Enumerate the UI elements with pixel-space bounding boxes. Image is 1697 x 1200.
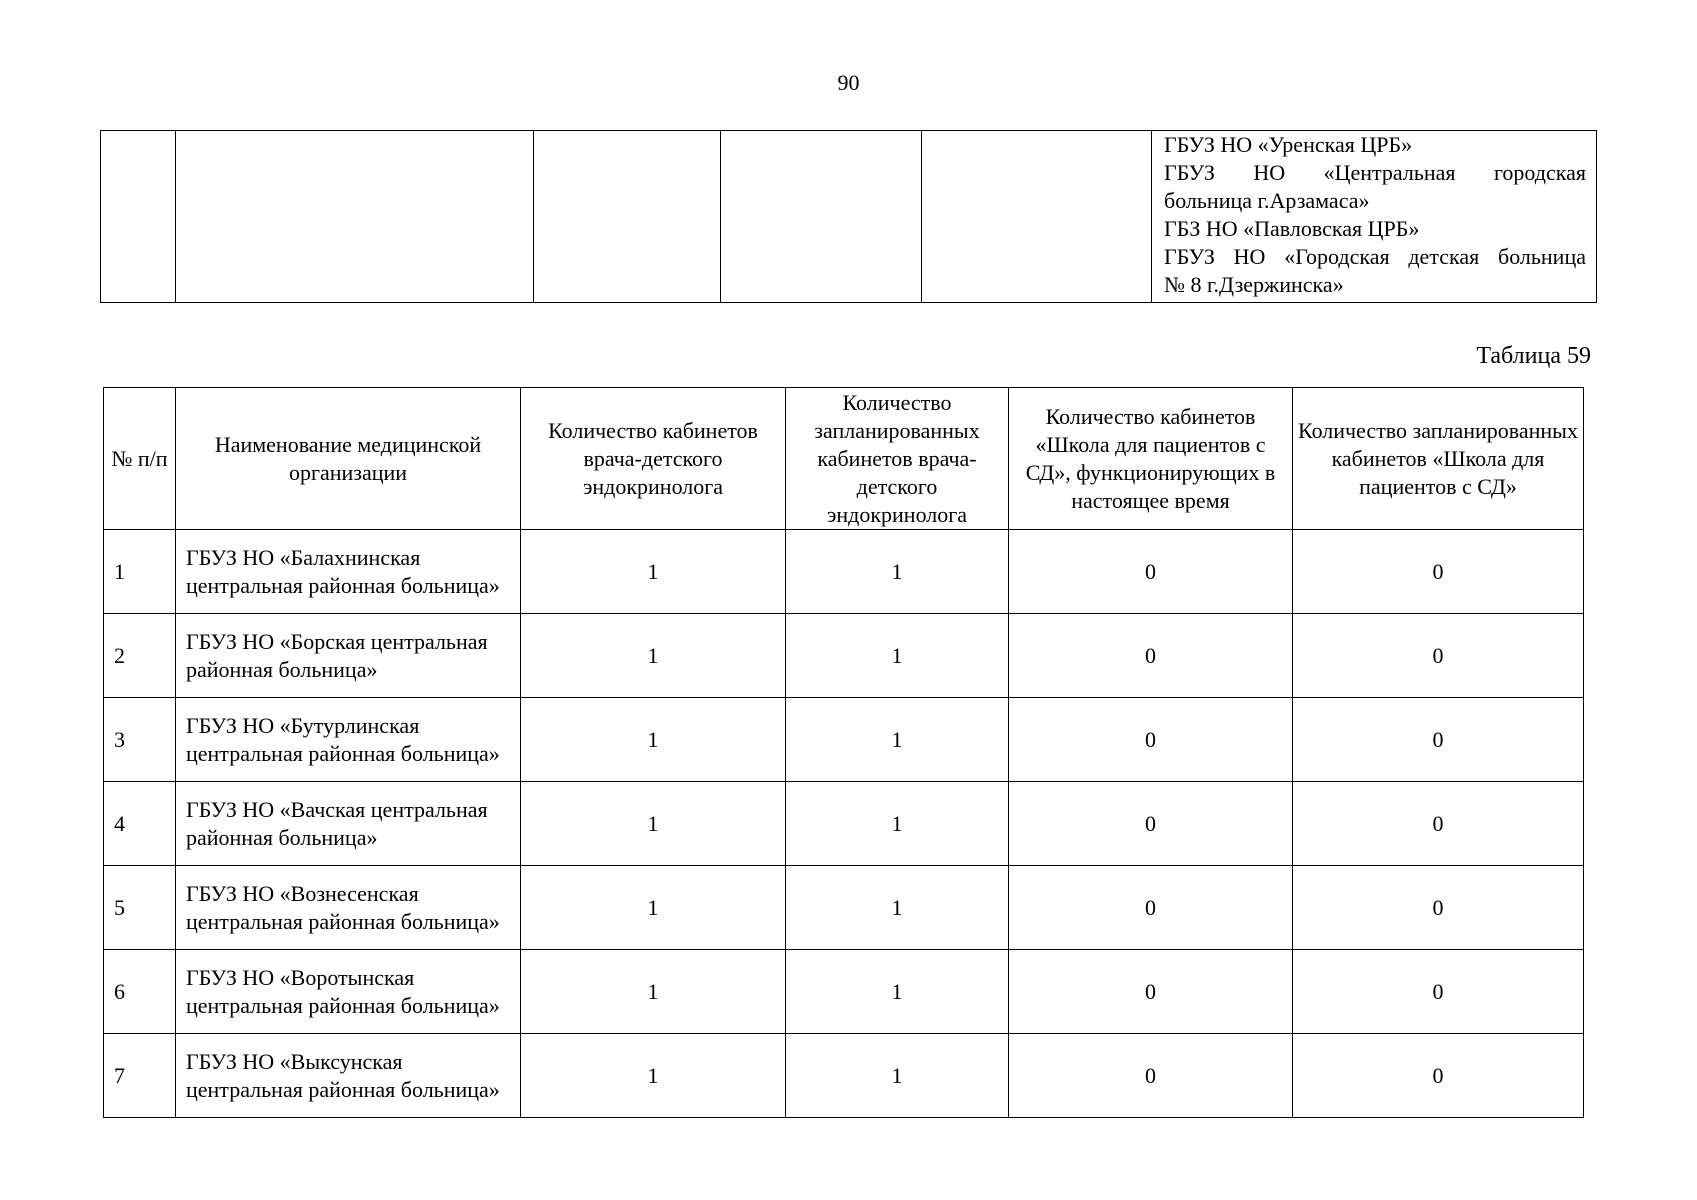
table-row	[104, 782, 1584, 866]
planned-endocrinologist-offices-value: 1	[786, 782, 1009, 866]
table-row	[104, 950, 1584, 1034]
diabetes-school-offices-value: 0	[1009, 866, 1293, 950]
planned-diabetes-school-offices-value: 0	[1293, 866, 1584, 950]
org-line: ГБУЗ НО «Уренская ЦРБ»	[1164, 132, 1413, 157]
planned-endocrinologist-offices-value: 1	[786, 530, 1009, 614]
diabetes-school-offices-value: 0	[1009, 1034, 1293, 1118]
planned-endocrinologist-offices-value: 1	[786, 950, 1009, 1034]
planned-endocrinologist-offices-value: 1	[786, 1034, 1009, 1118]
org-line: ГБУЗ НО «Центральная городская	[1164, 160, 1586, 185]
endocrinologist-offices-value: 1	[521, 950, 786, 1034]
empty-cell	[176, 131, 534, 303]
organization-name: ГБУЗ НО «Борская центральная районная больница»	[176, 614, 521, 698]
header-cell-number: № п/п	[104, 388, 176, 530]
planned-endocrinologist-offices-value: 1	[786, 614, 1009, 698]
table-header-row	[104, 388, 1584, 530]
header-cell-planned-diabetes-school-offices: Количество запланированных кабинетов «Школа для пациентов с СД»	[1293, 388, 1584, 530]
planned-diabetes-school-offices-value: 0	[1293, 1034, 1584, 1118]
continuation-table	[100, 130, 1597, 303]
planned-endocrinologist-offices-value: 1	[786, 866, 1009, 950]
empty-cell	[922, 131, 1152, 303]
empty-cell	[534, 131, 721, 303]
table-caption: Таблица 59	[1476, 343, 1591, 369]
row-number: 4	[104, 782, 176, 866]
header-cell-organization: Наименование медицинской организации	[176, 388, 521, 530]
endocrinologist-offices-value: 1	[521, 530, 786, 614]
endocrinologist-offices-value: 1	[521, 866, 786, 950]
org-line: № 8 г.Дзержинска»	[1164, 272, 1344, 297]
org-line: больница г.Арзамаса»	[1164, 188, 1370, 213]
planned-diabetes-school-offices-value: 0	[1293, 950, 1584, 1034]
organization-name: ГБУЗ НО «Балахнинская центральная районная больница»	[176, 530, 521, 614]
table-row	[104, 614, 1584, 698]
table-row	[104, 1034, 1584, 1118]
endocrinologist-offices-value: 1	[521, 698, 786, 782]
main-table	[103, 387, 1584, 1118]
row-number: 7	[104, 1034, 176, 1118]
organization-name: ГБУЗ НО «Воротынская центральная районная больница»	[176, 950, 521, 1034]
row-number: 5	[104, 866, 176, 950]
table-row	[104, 866, 1584, 950]
empty-cell	[721, 131, 922, 303]
planned-diabetes-school-offices-value: 0	[1293, 782, 1584, 866]
table-row	[104, 698, 1584, 782]
planned-diabetes-school-offices-value: 0	[1293, 698, 1584, 782]
row-number: 2	[104, 614, 176, 698]
diabetes-school-offices-value: 0	[1009, 782, 1293, 866]
page-number: 90	[837, 70, 860, 95]
organization-name: ГБУЗ НО «Вачская центральная районная больница»	[176, 782, 521, 866]
org-line: ГБУЗ НО «Городская детская больница	[1164, 244, 1586, 269]
diabetes-school-offices-value: 0	[1009, 698, 1293, 782]
table-row	[104, 530, 1584, 614]
endocrinologist-offices-value: 1	[521, 782, 786, 866]
endocrinologist-offices-value: 1	[521, 614, 786, 698]
planned-endocrinologist-offices-value: 1	[786, 698, 1009, 782]
planned-diabetes-school-offices-value: 0	[1293, 614, 1584, 698]
header-cell-endocrinologist-offices: Количество кабинетов врача-детского эндокринолога	[521, 388, 786, 530]
row-number: 1	[104, 530, 176, 614]
endocrinologist-offices-value: 1	[521, 1034, 786, 1118]
organization-name: ГБУЗ НО «Выксунская центральная районная больница»	[176, 1034, 521, 1118]
empty-cell	[101, 131, 176, 303]
planned-diabetes-school-offices-value: 0	[1293, 530, 1584, 614]
row-number: 3	[104, 698, 176, 782]
header-cell-diabetes-school-offices: Количество кабинетов «Школа для пациентов с СД», функционирующих в настоящее время	[1009, 388, 1293, 530]
organization-name: ГБУЗ НО «Вознесенская центральная районная больница»	[176, 866, 521, 950]
header-cell-planned-endocrinologist-offices: Количество запланированных кабинетов врача-детского эндокринолога	[786, 388, 1009, 530]
diabetes-school-offices-value: 0	[1009, 530, 1293, 614]
organization-name: ГБУЗ НО «Бутурлинская центральная районная больница»	[176, 698, 521, 782]
diabetes-school-offices-value: 0	[1009, 950, 1293, 1034]
organization-list-cell	[1152, 131, 1597, 303]
table-row	[101, 131, 1597, 303]
row-number: 6	[104, 950, 176, 1034]
org-line: ГБЗ НО «Павловская ЦРБ»	[1164, 216, 1420, 241]
diabetes-school-offices-value: 0	[1009, 614, 1293, 698]
